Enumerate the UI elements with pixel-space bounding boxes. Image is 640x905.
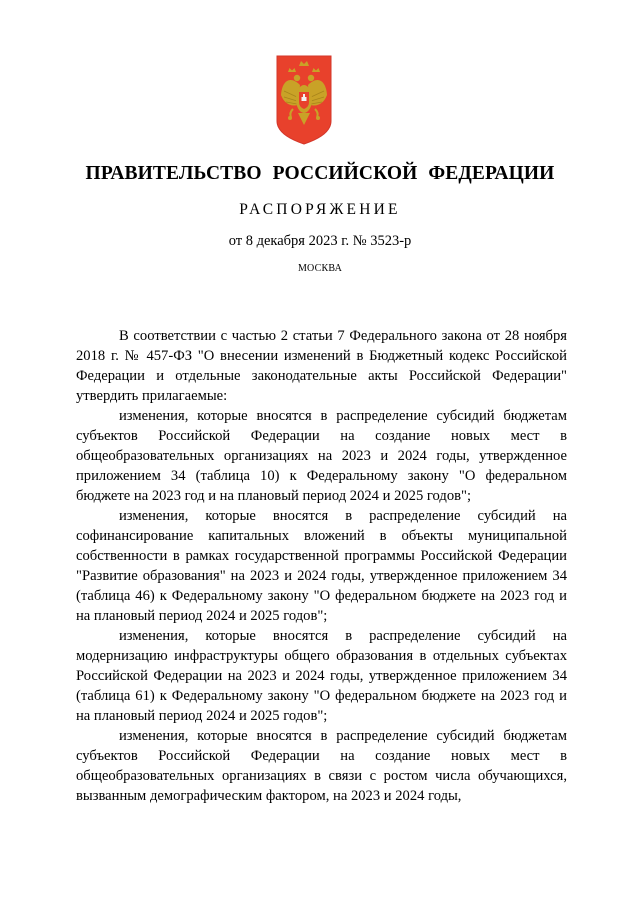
- body-paragraph: изменения, которые вносятся в распределение субсидий на модернизацию инфраструктуры общего образования в отдельных субъектах Российской Федерации на 2023 и 2024 годы, утвержденное приложением 34 (таблица 61) к Федеральному закону "О федеральном бюджете на 2023 год и на плановый период 2024 и 2025 годов";: [76, 628, 567, 724]
- document-body: [76, 326, 567, 806]
- coat-of-arms-icon: [276, 55, 332, 145]
- document-type: РАСПОРЯЖЕНИЕ: [239, 201, 401, 218]
- body-paragraph: изменения, которые вносятся в распределение субсидий бюджетам субъектов Российской Федерации на создание новых мест в общеобразовательных организациях в связи с ростом числа обучающихся, вызванным демографическим фактором, на 2023 и 2024 годы,: [76, 728, 567, 804]
- body-paragraph: изменения, которые вносятся в распределение субсидий на софинансирование капитальных вложений в объекты муниципальной собственности в рамках государственной программы Российской Федерации "Развитие образования" на 2023 и 2024 годы, утвержденное приложением 34 (таблица 46) к Федеральному закону "О федеральном бюджете на 2023 год и на плановый период 2024 и 2025 годов";: [76, 508, 567, 624]
- document-city: МОСКВА: [297, 263, 343, 274]
- document-date-number: от 8 декабря 2023 г. № 3523-р: [228, 233, 412, 249]
- body-paragraph: изменения, которые вносятся в распределение субсидий бюджетам субъектов Российской Федерации на создание новых мест в общеобразовательных организациях на 2023 и 2024 годы, утвержденное приложением 34 (таблица 10) к Федеральному закону "О федеральном бюджете на 2023 год и на плановый период 2024 и 2025 годов";: [76, 408, 567, 504]
- government-title: ПРАВИТЕЛЬСТВО РОССИЙСКОЙ ФЕДЕРАЦИИ: [85, 163, 555, 184]
- body-paragraph: В соответствии с частью 2 статьи 7 Федерального закона от 28 ноября 2018 г. № 457-ФЗ "О внесении изменений в Бюджетный кодекс Российской Федерации и отдельные законодательные акты Российской Федерации" утвердить прилагаемые:: [76, 328, 567, 404]
